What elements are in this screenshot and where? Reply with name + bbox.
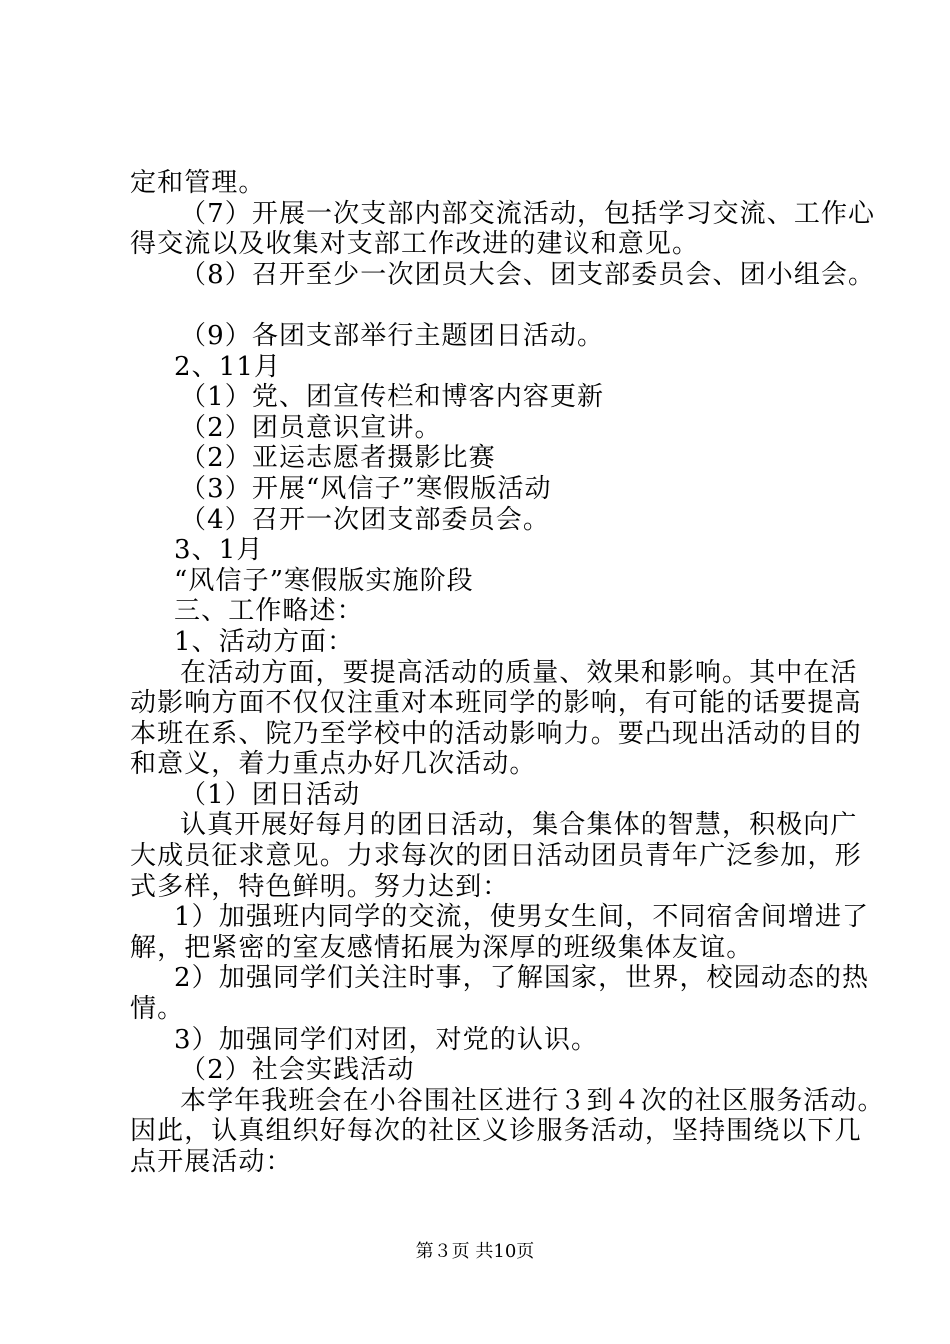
text-line: 定和管理。 [130,168,266,198]
text-line [130,290,835,321]
text-line: 2）加强同学们关注时事，了解国家，世界，校园动态的热 [174,963,870,994]
text-line: 认真开展好每月的团日活动，集合集体的智慧，积极向广 [180,810,858,841]
text-line: （2）社会实践活动 [180,1055,415,1086]
text-line: （7）开展一次支部内部交流活动，包括学习交流、工作心 [180,198,876,229]
text-line: “风信子”寒假版实施阶段 [174,565,474,596]
text-line: 2、11月 [174,351,282,382]
text-line: （3）开展“风信子”寒假版活动 [180,473,552,504]
text-line: （8）召开至少一次团员大会、团支部委员会、团小组会。 [180,259,876,290]
text-line: 1、活动方面： [174,626,355,657]
text-line: 解，把紧密的室友感情拓展为深厚的班级集体友谊。 [130,932,754,963]
text-line: 情。 [130,994,185,1025]
text-line: 因此，认真组织好每次的社区义诊服务活动，坚持围绕以下几 [130,1116,862,1147]
text-line: 三、工作略述： [174,596,364,627]
text-line: 本班在系、院乃至学校中的活动影响力。要凸现出活动的目的 [130,718,862,749]
text-line: 在活动方面，要提高活动的质量、效果和影响。其中在活 [180,657,858,688]
text-line: 本学年我班会在小谷围社区进行３到４次的社区服务活动。 [180,1085,885,1116]
document-body [130,168,885,1178]
text-line: 和意义，着力重点办好几次活动。 [130,749,537,780]
text-line: （1）党、团宣传栏和博客内容更新 [180,382,605,413]
page-footer: 第３页 共10页 [415,1241,535,1262]
text-line: 得交流以及收集对支部工作改进的建议和意见。 [130,229,700,260]
text-line: 动影响方面不仅仅注重对本班同学的影响，有可能的话要提高 [130,688,862,719]
text-line: 大成员征求意见。力求每次的团日活动团员青年广泛参加，形 [130,841,862,872]
text-line: 式多样，特色鲜明。努力达到： [130,871,510,902]
text-line: （1）团日活动 [180,779,361,810]
text-line: 3、1月 [174,535,264,566]
text-line: （2）团员意识宣讲。 [180,412,442,443]
text-line: （2）亚运志愿者摄影比赛 [180,443,496,474]
text-line: 点开展活动： [130,1147,293,1177]
text-line: （9）各团支部举行主题团日活动。 [180,320,605,351]
text-line: 1）加强班内同学的交流，使男女生间，不同宿舍间增进了 [174,902,870,933]
text-line: 3）加强同学们对团，对党的认识。 [174,1024,599,1055]
text-line: （4）召开一次团支部委员会。 [180,504,550,535]
